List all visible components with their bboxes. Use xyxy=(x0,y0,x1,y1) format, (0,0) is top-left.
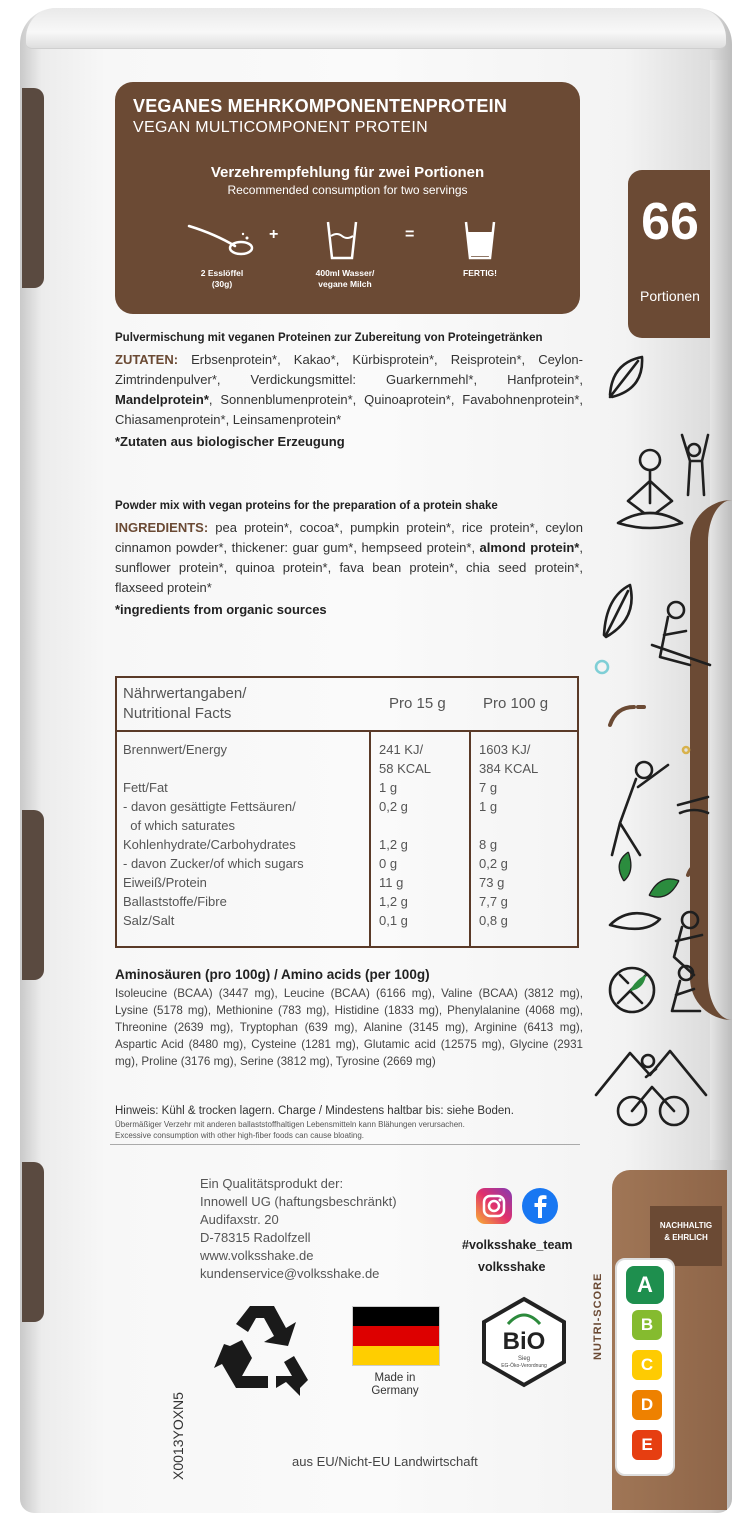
ingredients-de-text: ZUTATEN: Erbsenprotein*, Kakao*, Kürbisprotein*, Reisprotein*, Ceylon-Zimtrindenpulver*, Verdickungsmittel: Guarkernmehl*, Hanfprotein*, Mandelprotein*, Sonnenblumenprotein*, Quinoaprotein*, Favabohnenprotein*, Chiasamenprotein*, Leinsamenprotein* xyxy=(115,352,583,427)
step2-caption: 400ml Wasser/ vegane Milch xyxy=(315,268,375,289)
preparation-header xyxy=(115,82,580,314)
left-side-tab-1 xyxy=(22,88,44,288)
recommendation-de: Verzehrempfehlung für zwei Portionen xyxy=(210,164,485,181)
nutrition-label-carbs: Kohlenhydrate/Carbohydrates xyxy=(123,837,296,852)
title-de: VEGANES MEHRKOMPONENTENPROTEIN xyxy=(133,96,508,116)
ingredients-en-subtitle: Powder mix with vegan proteins for the preparation of a protein shake xyxy=(115,500,498,512)
nutrition-col-divider-1 xyxy=(369,730,371,946)
nutrition-label-energy: Brennwert/Energy xyxy=(123,742,228,757)
nutrition-col1-values: 241 KJ/ 58 KCAL 1 g 0,2 g 1,2 g 0 g 11 g 1,2 g 0,1 g xyxy=(379,742,432,928)
nutrition-labels: Brennwert/Energy Fett/Fat - davon gesättigte Fettsäuren/ of which saturates Kohlenhydrate/Carbohydrates - davon Zucker/of which sugars Eiweiß/Protein Ballaststoffe/Fibre Salz/Salt xyxy=(123,740,368,930)
nutri-score-e: E xyxy=(632,1430,662,1460)
manufacturer-address: Ein Qualitätsprodukt der: Innowell UG (haftungsbeschränkt) Audifaxstr. 20 D-78315 Radolfzell www.volksshake.de kundenservice@volksshake.de xyxy=(200,1176,397,1281)
nutrition-col2-values: 1603 KJ/ 384 KCAL 7 g 1 g 8 g 0,2 g 73 g 7,7 g 0,8 g xyxy=(479,742,539,928)
amino-acids xyxy=(115,966,583,1070)
ingredients-de-footnote: *Zutaten aus biologischer Erzeugung xyxy=(115,434,345,449)
full-glass-icon xyxy=(463,220,497,260)
nutrition-header-col1: Pro 15 g xyxy=(389,695,446,712)
portions-label: Portionen xyxy=(640,288,700,304)
nutri-score-a: A xyxy=(626,1266,664,1304)
email-link[interactable]: kundenservice@volksshake.de xyxy=(200,1266,380,1281)
ingredients-de-subtitle: Pulvermischung mit veganen Proteinen zur Zubereitung von Proteingetränken xyxy=(115,332,543,344)
step1-caption: 2 Esslöffel (30g) xyxy=(200,268,244,289)
nutrition-label-saturates: - davon gesättigte Fettsäuren/ xyxy=(123,799,296,814)
glass-icon xyxy=(325,220,359,260)
note-bloating-de: Übermäßiger Verzehr mit anderen ballaststoffhaltigen Lebensmitteln kann Blähungen verursachen. xyxy=(115,1120,465,1129)
sustainable-badge: NACHHALTIG & EHRLICH xyxy=(650,1206,722,1266)
nutrition-col-divider-2 xyxy=(469,730,471,946)
nutri-score-c: C xyxy=(632,1350,662,1380)
nutrition-label-fat: Fett/Fat xyxy=(123,780,168,795)
storage-notes xyxy=(115,1103,585,1141)
made-in-germany: Made in Germany xyxy=(371,1372,419,1397)
recommendation-en: Recommended consumption for two servings xyxy=(227,183,468,197)
social-handles xyxy=(462,1234,573,1278)
nutrition-header-label: Nährwertangaben/ Nutritional Facts xyxy=(123,685,247,722)
nutri-score-b: B xyxy=(632,1310,662,1340)
note-storage: Hinweis: Kühl & trocken lagern. Charge / Mindestens haltbar bis: siehe Boden. xyxy=(115,1105,514,1117)
left-side-tab-3 xyxy=(22,1162,44,1322)
equals-sign: = xyxy=(405,226,415,243)
spoon-icon xyxy=(185,220,255,260)
portions-badge xyxy=(628,170,718,338)
plus-sign: + xyxy=(269,226,279,243)
ingredients-en-footnote: *ingredients from organic sources xyxy=(115,602,327,617)
facebook-icon[interactable] xyxy=(522,1188,558,1224)
germany-flag-icon xyxy=(352,1306,440,1366)
recycle-icon xyxy=(212,1296,312,1396)
nutrition-label-fibre: Ballaststoffe/Fibre xyxy=(123,894,227,909)
social-hashtag[interactable]: #volksshake_team xyxy=(462,1238,573,1252)
nutrition-header-col2: Pro 100 g xyxy=(483,695,549,712)
bio-seal-icon xyxy=(478,1296,570,1388)
portions-number: 66 xyxy=(641,193,699,251)
nutri-score-scale xyxy=(615,1258,675,1476)
bio-sub1: Sieg xyxy=(517,1356,530,1362)
social-handle[interactable]: volksshake xyxy=(478,1260,546,1274)
can-lid xyxy=(26,8,726,49)
ingredients-de xyxy=(115,328,583,452)
amino-text: Isoleucine (BCAA) (3447 mg), Leucine (BCAA) (6166 mg), Valine (BCAA) (3812 mg), Lysine (5178 mg), Methionine (783 mg), Histidine (1833 mg), Phenylalanine (4068 mg), Threonine (2639 mg), Tryptophan (639 mg), Alanine (3145 mg), Arginine (6413 mg), Aspartic Acid (8480 mg), Cysteine (1281 mg), Glutamic acid (12575 mg), Glycine (2931 mg), Proline (3176 mg), Serine (3812 mg), Tyrosine (2669 mg) xyxy=(115,987,583,1068)
note-bloating-en: Excessive consumption with other high-fiber foods can cause bloating. xyxy=(115,1131,365,1140)
website-link[interactable]: www.volksshake.de xyxy=(200,1248,314,1263)
instagram-icon[interactable] xyxy=(476,1188,512,1224)
ingredients-en xyxy=(115,496,583,620)
left-side-tab-2 xyxy=(22,810,44,980)
amino-title: Aminosäuren (pro 100g) / Amino acids (per 100g) xyxy=(115,967,430,982)
fitness-icons-illustration xyxy=(590,335,715,1165)
nutrition-header-divider xyxy=(117,730,577,732)
nutri-score-label: NUTRI-SCORE xyxy=(592,1272,604,1360)
nutrition-label-salt: Salz/Salt xyxy=(123,913,175,928)
title-en: VEGAN MULTICOMPONENT PROTEIN xyxy=(133,119,428,136)
barcode-code: X0013YOXN5 xyxy=(170,1392,186,1480)
nutrition-label-sugars: - davon Zucker/of which sugars xyxy=(123,856,304,871)
nutrition-table xyxy=(115,676,579,948)
nutrition-label-protein: Eiweiß/Protein xyxy=(123,875,207,890)
bio-sub2: EG-Öko-Verordnung xyxy=(501,1363,547,1369)
section-divider xyxy=(110,1144,580,1145)
step3-caption: FERTIG! xyxy=(463,268,497,278)
origin-footer: aus EU/Nicht-EU Landwirtschaft xyxy=(292,1454,478,1469)
bio-label: BiO xyxy=(502,1328,546,1355)
nutri-score-d: D xyxy=(632,1390,662,1420)
ingredients-en-text: INGREDIENTS: pea protein*, cocoa*, pumpkin protein*, rice protein*, ceylon cinnamon powder*, thickener: guar gum*, hempseed protein*, almond protein*, sunflower protein*, quinoa protein*, fava bean protein*, chia seed protein*, flaxseed protein* xyxy=(115,520,583,595)
